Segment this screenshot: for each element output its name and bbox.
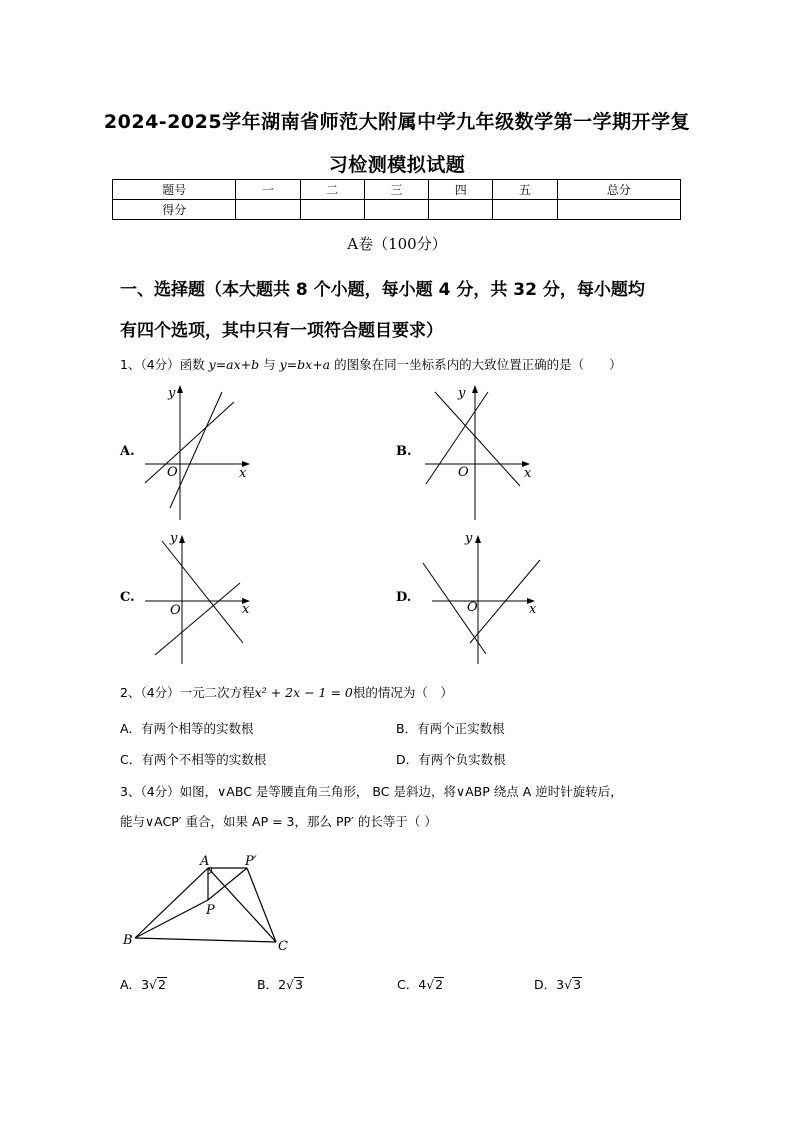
point-b-label: B xyxy=(123,933,133,948)
point-c-label: C xyxy=(278,939,288,954)
table-cell: 一 xyxy=(236,180,300,200)
score-input-cell xyxy=(236,200,300,220)
q3-option-c: C．4√2 xyxy=(397,977,444,992)
q2-option-d: D．有两个负实数根 xyxy=(396,752,506,767)
function-2: y=bx+a xyxy=(279,357,331,372)
q1-option-d-label: D. xyxy=(396,590,412,605)
score-input-cell xyxy=(364,200,428,220)
axis-x-label: x xyxy=(529,602,537,617)
document-title-line2: 习检测模拟试题 xyxy=(328,154,466,176)
axis-x-label: x xyxy=(524,466,532,481)
question-2-text: 2、（4分）一元二次方程x² + 2x − 1 = 0根的情况为（ ） xyxy=(120,685,453,700)
equation: x² + 2x − 1 = 0 xyxy=(254,685,353,700)
point-a-label: A xyxy=(200,854,210,869)
q3-option-d: D．3√3 xyxy=(534,977,582,992)
question-3-line1: 3、（4分）如图，∨ABC 是等腰直角三角形， BC 是斜边，将∨ABP 绕点 A 逆时针旋转后， xyxy=(120,784,623,799)
origin-label: O xyxy=(167,465,178,480)
q1-option-a-graph xyxy=(140,380,260,525)
score-table xyxy=(112,179,681,220)
axis-x-label: x xyxy=(242,602,250,617)
q1-option-c-graph xyxy=(140,528,260,668)
q2-option-a: A．有两个相等的实数根 xyxy=(120,721,254,736)
origin-label: O xyxy=(170,603,181,618)
score-input-cell xyxy=(493,200,557,220)
table-cell: 题号 xyxy=(113,180,236,200)
table-cell: 三 xyxy=(364,180,428,200)
table-cell: 二 xyxy=(300,180,364,200)
function-1: y=ax+b xyxy=(208,357,260,372)
origin-label: O xyxy=(467,600,478,615)
score-table-header-row xyxy=(113,180,681,200)
section-heading-line2: 有四个选项，其中只有一项符合题目要求） xyxy=(120,321,443,341)
origin-label: O xyxy=(458,465,469,480)
point-p-prime-label: P′ xyxy=(245,854,257,869)
q3-triangle-diagram xyxy=(118,848,298,958)
table-cell: 五 xyxy=(493,180,557,200)
axis-y-label: y xyxy=(465,531,473,546)
document-title-line1: 2024-2025学年湖南省师范大附属中学九年级数学第一学期开学复 xyxy=(103,111,691,133)
q2-option-c: C．有两个不相等的实数根 xyxy=(120,752,267,767)
table-cell: 四 xyxy=(429,180,493,200)
axis-x-label: x xyxy=(239,466,247,481)
q3-option-a: A．3√2 xyxy=(120,977,166,992)
q1-option-b-label: B. xyxy=(396,444,412,459)
q1-option-d-graph xyxy=(420,528,545,668)
q1-option-b-graph xyxy=(420,380,540,525)
question-1-text: 1、（4分）函数 y=ax+b 与 y=bx+a 的图象在同一坐标系内的大致位置正确的是（ ） xyxy=(120,357,622,372)
paper-a-heading: A卷（100分） xyxy=(347,235,447,253)
q2-option-b: B．有两个正实数根 xyxy=(396,721,505,736)
table-cell: 总分 xyxy=(557,180,680,200)
table-cell: 得分 xyxy=(113,200,236,220)
score-input-cell xyxy=(557,200,680,220)
score-input-cell xyxy=(300,200,364,220)
q3-option-b: B．2√3 xyxy=(257,977,303,992)
point-p-label: P xyxy=(206,903,215,918)
q1-option-a-label: A. xyxy=(120,444,135,459)
section-heading-line1: 一、选择题（本大题共 8 个小题，每小题 4 分，共 32 分，每小题均 xyxy=(120,280,645,300)
score-input-cell xyxy=(429,200,493,220)
q1-option-c-label: C. xyxy=(120,590,135,605)
score-table-score-row xyxy=(113,200,681,220)
axis-y-label: y xyxy=(168,386,176,401)
question-3-line2: 能与∨ACP′ 重合，如果 AP = 3，那么 PP′ 的长等于（ ） xyxy=(120,814,437,829)
axis-y-label: y xyxy=(170,531,178,546)
axis-y-label: y xyxy=(458,386,466,401)
